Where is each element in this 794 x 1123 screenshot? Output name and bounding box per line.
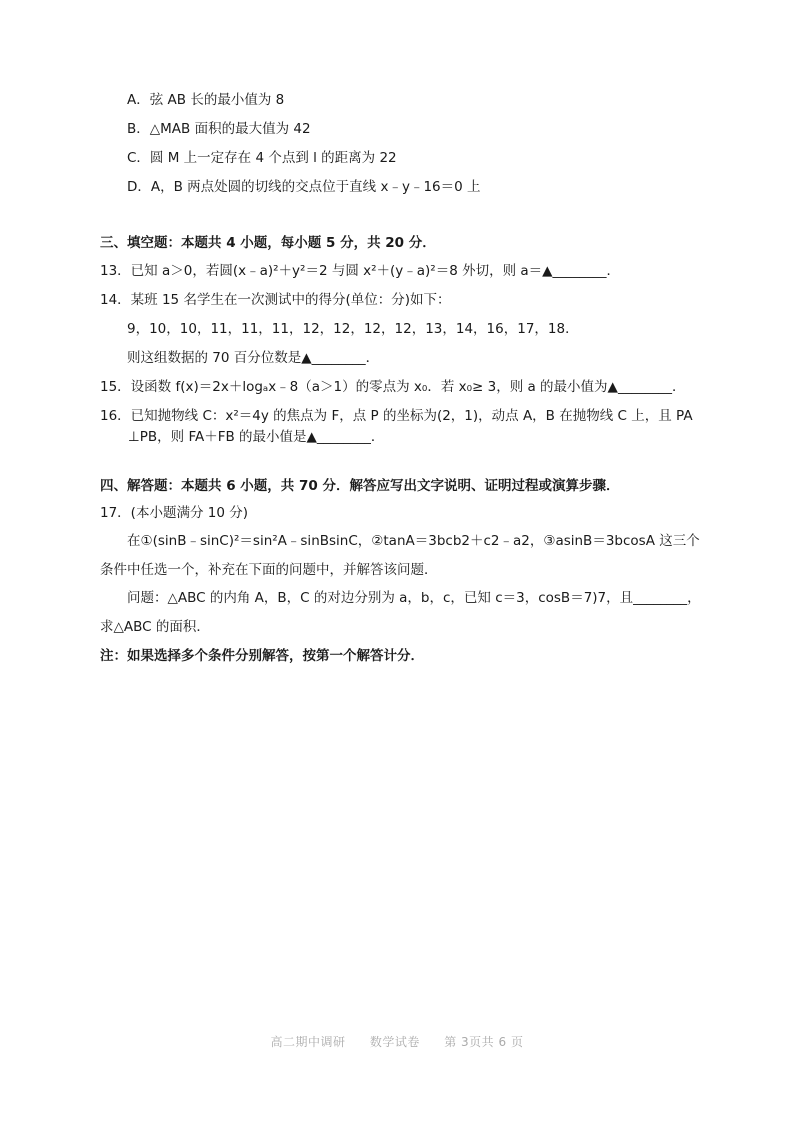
note: 注：如果选择多个条件分别解答，按第一个解答计分． (100, 648, 424, 664)
section-3-heading: 三、填空题：本题共 4 小题，每小题 5 分，共 20 分． (100, 235, 436, 251)
question-17-line-4: 求△ABC 的面积． (100, 619, 210, 635)
question-17-line-2: 条件中任选一个，补充在下面的问题中，并解答该问题． (100, 562, 438, 578)
question-14: 14．某班 15 名学生在一次测试中的得分(单位：分)如下： (100, 292, 451, 308)
question-16-line-1: 16．已知抛物线 C：x²＝4y 的焦点为 F，点 P 的坐标为(2，1)，动点 A，B 在抛物线 C 上，且 PA (100, 408, 693, 424)
section-4-heading: 四、解答题：本题共 6 小题，共 70 分．解答应写出文字说明、证明过程或演算步骤． (100, 478, 620, 494)
page-footer (0, 1033, 794, 1050)
footer-subject: 数学试卷 (369, 1035, 420, 1049)
question-14-ask: 则这组数据的 70 百分位数是▲________． (127, 350, 380, 366)
question-17-line-1: 在①(sinB﹣sinC)²＝sin²A﹣sinBsinC，②tanA＝3bcb2＋c2﹣a2，③asinB＝3bcosA 这三个 (127, 533, 700, 549)
question-17-line-3: 问题：△ABC 的内角 A，B，C 的对边分别为 a，b，c，已知 c＝3，cosB＝7)7，且________， (127, 590, 701, 606)
question-13: 13．已知 a＞0，若圆(x﹣a)²＋y²＝2 与圆 x²＋(y﹣a)²＝8 外切，则 a＝▲________． (100, 263, 621, 279)
question-15: 15．设函数 f(x)＝2x＋logₐx﹣8（a＞1）的零点为 x₀．若 x₀≥ 3，则 a 的最小值为▲________． (100, 379, 686, 395)
footer-page-number: 第 3页共 6 页 (444, 1035, 524, 1049)
option-d: D．A，B 两点处圆的切线的交点位于直线 x﹣y﹣16＝0 上 (127, 179, 481, 195)
question-16-line-2: ⊥PB，则 FA＋FB 的最小值是▲________． (128, 429, 385, 445)
option-a: A．弦 AB 长的最小值为 8 (127, 92, 285, 108)
question-17-title: 17．(本小题满分 10 分) (100, 505, 248, 521)
footer-exam-name: 高二期中调研 (270, 1035, 346, 1049)
option-b: B．△MAB 面积的最大值为 42 (127, 121, 311, 137)
question-14-scores: 9，10，10，11，11，11，12，12，12，12，13，14，16，17，18． (127, 321, 579, 337)
option-c: C．圆 M 上一定存在 4 个点到 l 的距离为 22 (127, 150, 397, 166)
